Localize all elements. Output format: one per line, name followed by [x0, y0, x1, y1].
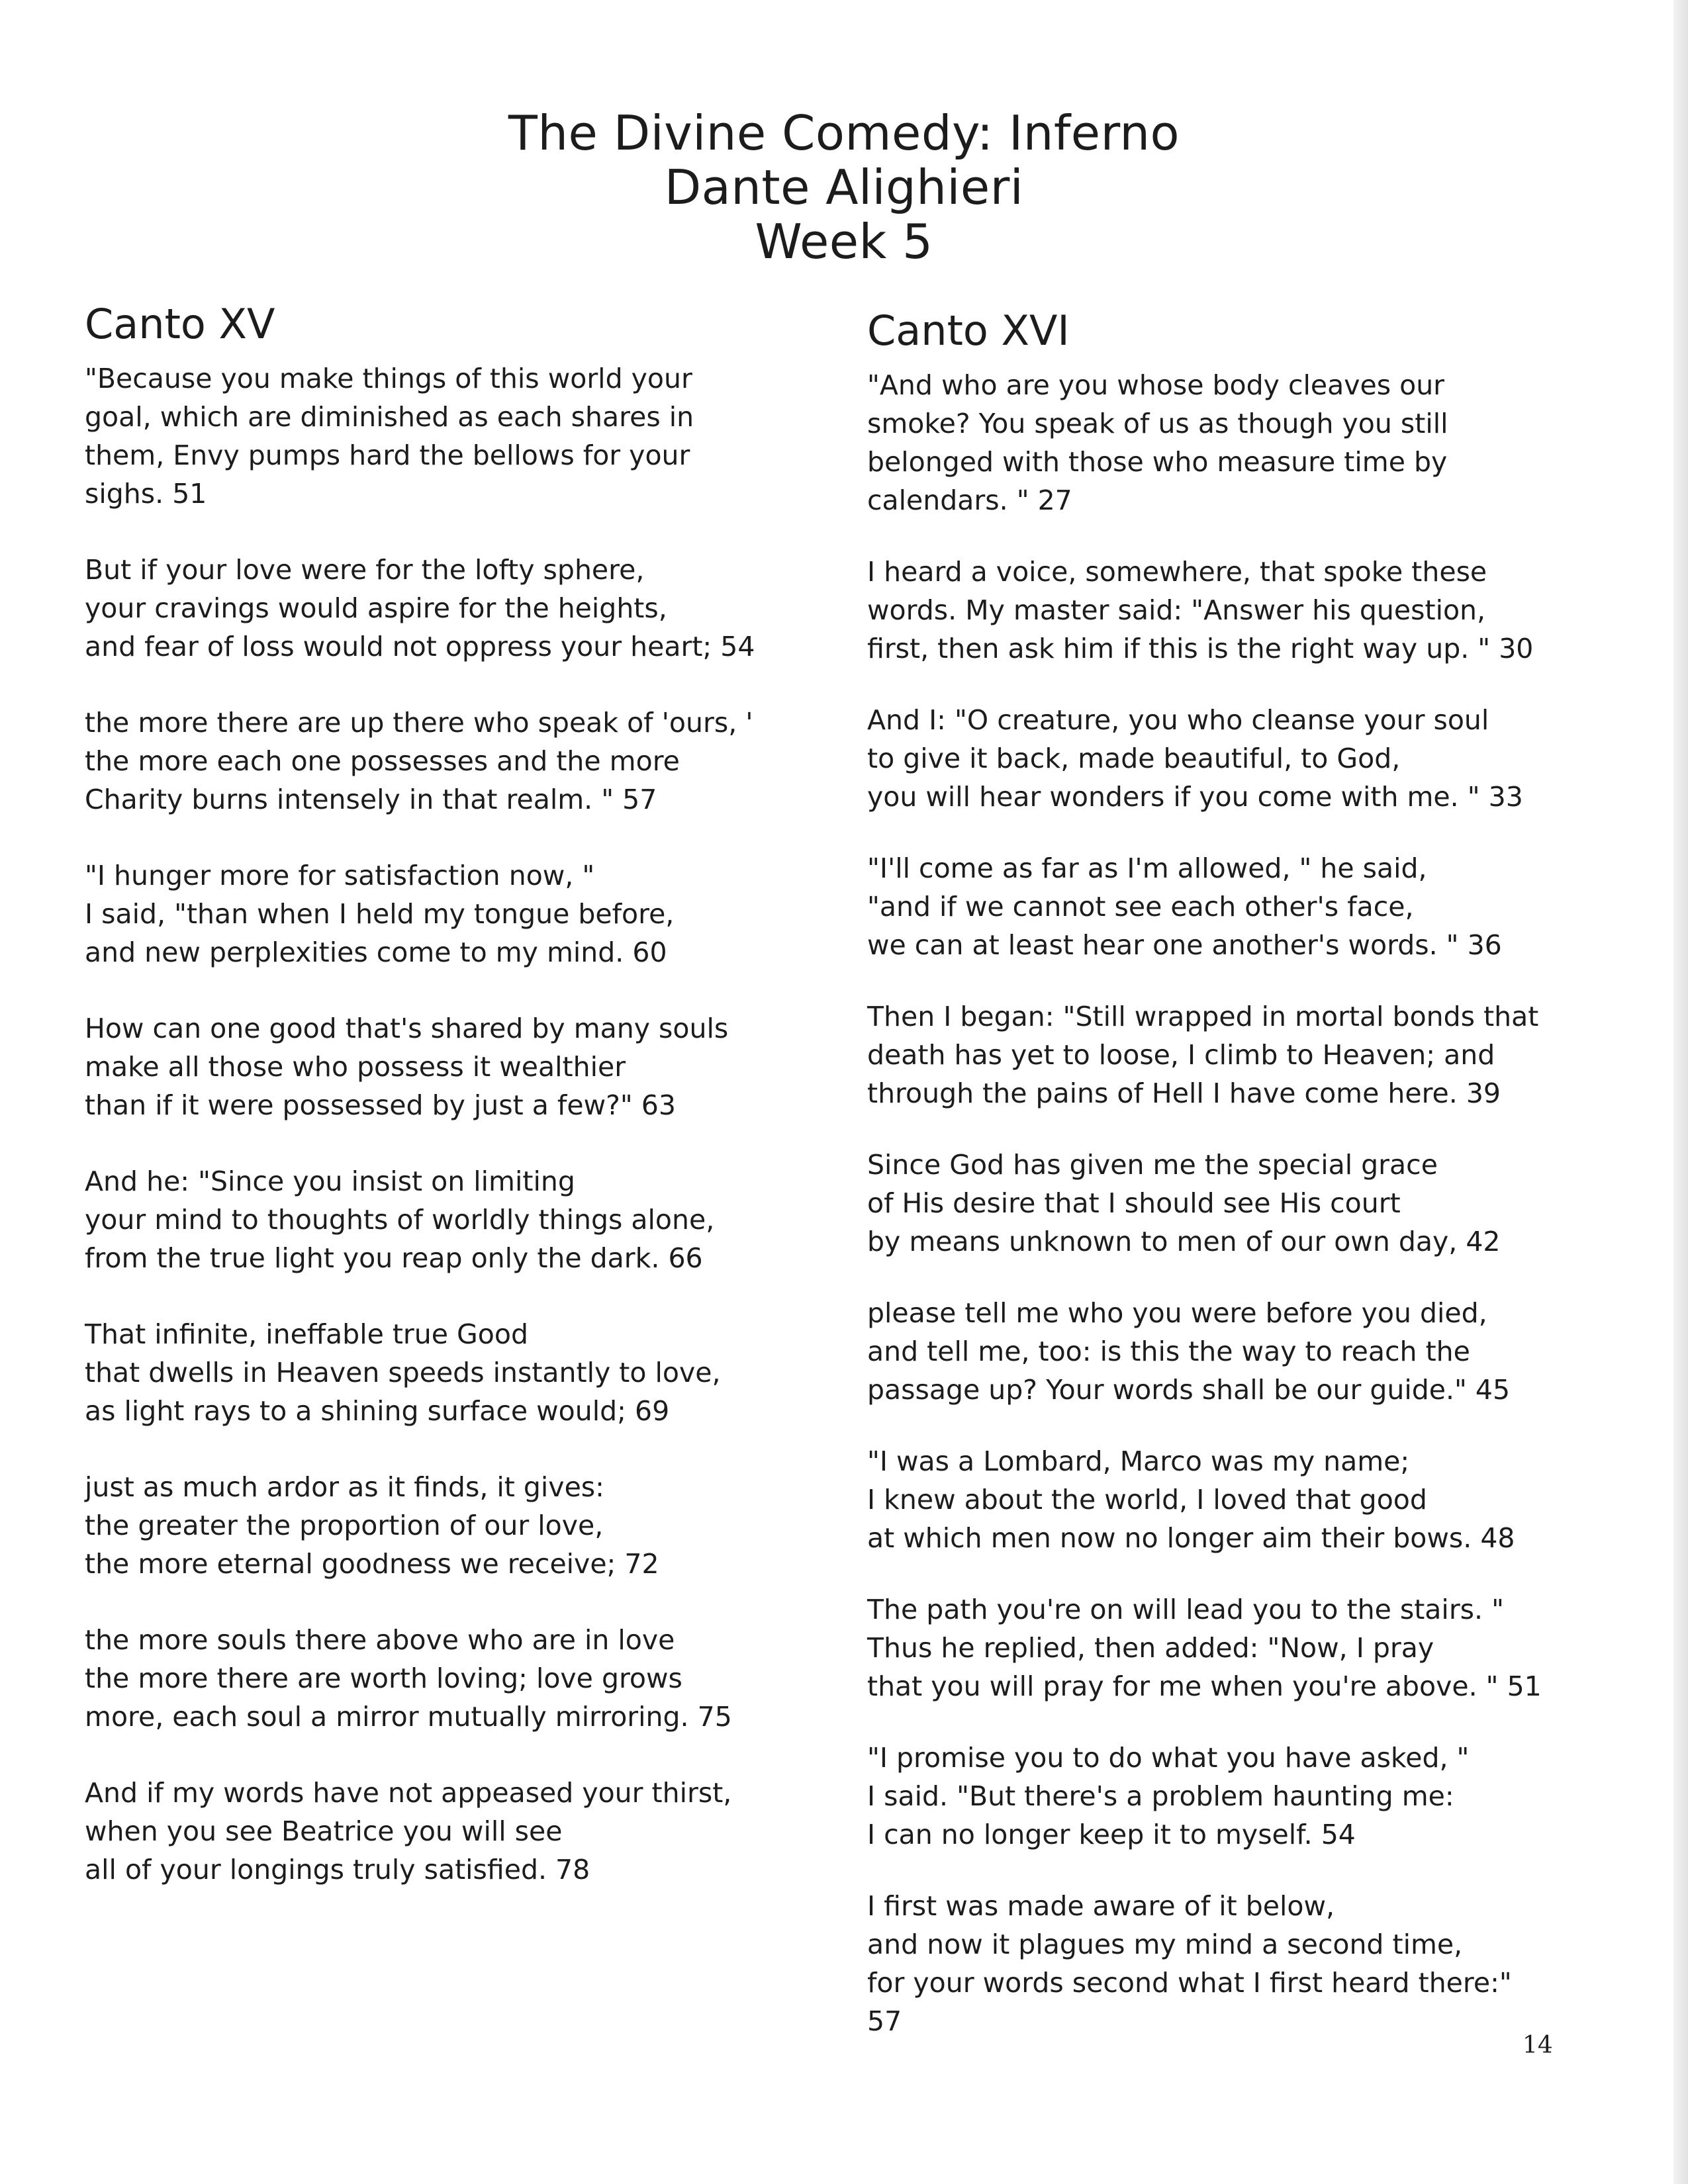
verse-line: The path you're on will lead you to the stairs. "	[867, 1594, 1504, 1625]
verse-line: all of your longings truly satisfied. 78	[85, 1854, 590, 1886]
author-name: Dante Alighieri	[664, 159, 1024, 215]
stanza	[867, 1739, 1628, 1854]
verse-line: I heard a voice, somewhere, that spoke these	[867, 556, 1487, 588]
verse-line: sighs. 51	[85, 478, 207, 510]
verse-line: first, then ask him if this is the right way up. " 30	[867, 633, 1534, 664]
stanza	[85, 359, 846, 513]
verse-line: make all those who possess it wealthier	[85, 1051, 626, 1083]
verse-line: just as much ardor as it finds, it gives:	[85, 1471, 604, 1503]
verse-line: I first was made aware of it below,	[867, 1890, 1335, 1922]
verse-line: that you will pray for me when you're above. " 51	[867, 1670, 1542, 1702]
stanza	[867, 1887, 1628, 2040]
stanza	[85, 1468, 846, 1583]
verse-line: And he: "Since you insist on limiting	[85, 1165, 575, 1197]
stanza	[85, 1621, 846, 1736]
verse-line: your mind to thoughts of worldly things alone,	[85, 1204, 715, 1236]
verse-line: I said. "But there's a problem haunting me:	[867, 1780, 1454, 1812]
verse-line: "and if we cannot see each other's face,	[867, 891, 1414, 923]
verse-line: I said, "than when I held my tongue before,	[85, 898, 675, 930]
verse-line: How can one good that's shared by many souls	[85, 1013, 729, 1044]
verse-line: And I: "O creature, you who cleanse your soul	[867, 704, 1489, 736]
stanza	[85, 1774, 846, 1889]
verse-line: I can no longer keep it to myself. 54	[867, 1819, 1356, 1850]
stanza	[85, 1162, 846, 1277]
verse-line: for your words second what I first heard there:"	[867, 1967, 1512, 1999]
verse-line: "And who are you whose body cleaves our	[867, 369, 1445, 401]
verse-line: smoke? You speak of us as though you still	[867, 408, 1448, 439]
verse-line: words. My master said: "Answer his question,	[867, 594, 1486, 626]
verse-line: Then I began: "Still wrapped in mortal bonds that	[867, 1001, 1539, 1032]
verse-line: and tell me, too: is this the way to reach the	[867, 1336, 1470, 1367]
verse-line: more, each soul a mirror mutually mirroring. 75	[85, 1701, 732, 1733]
verse-line: please tell me who you were before you died,	[867, 1297, 1487, 1329]
stanza	[85, 1009, 846, 1124]
stanza	[85, 1315, 846, 1430]
verse-line: "Because you make things of this world your	[85, 363, 692, 394]
verse-line: That infinite, ineffable true Good	[85, 1318, 528, 1350]
stanza	[85, 704, 846, 819]
verse-line: passage up? Your words shall be our guide." 45	[867, 1374, 1511, 1406]
canto-heading: Canto XV	[85, 300, 275, 348]
verse-line: "I hunger more for satisfaction now, "	[85, 860, 595, 891]
stanza	[867, 553, 1628, 668]
verse-line: Thus he replied, then added: "Now, I pray	[867, 1632, 1434, 1664]
stanza	[85, 551, 846, 666]
verse-line: through the pains of Hell I have come here. 39	[867, 1077, 1501, 1109]
stanza	[867, 997, 1628, 1113]
verse-line: your cravings would aspire for the heights,	[85, 592, 667, 624]
verse-line: the more souls there above who are in love	[85, 1624, 675, 1656]
verse-line: to give it back, made beautiful, to God,	[867, 743, 1401, 774]
stanza	[867, 1442, 1628, 1557]
canto-xvi-column	[867, 308, 1628, 2073]
stanza	[867, 366, 1628, 520]
verse-line: than if it were possessed by just a few?" 63	[85, 1089, 676, 1121]
verse-line: we can at least hear one another's words. " 36	[867, 929, 1502, 961]
verse-line: belonged with those who measure time by	[867, 446, 1448, 478]
verse-line: "I promise you to do what you have asked, "	[867, 1742, 1470, 1774]
canto-xv-column	[85, 301, 846, 1927]
stanza	[85, 856, 846, 972]
verse-line: at which men now no longer aim their bows. 48	[867, 1522, 1515, 1554]
verse-line: calendars. " 27	[867, 484, 1072, 516]
verse-line: from the true light you reap only the dark. 66	[85, 1242, 703, 1274]
page-title: The Divine Comedy: Inferno	[508, 105, 1180, 161]
stanza	[867, 1146, 1628, 1261]
stanza	[867, 701, 1628, 816]
verse-line: of His desire that I should see His court	[867, 1187, 1401, 1219]
verse-line: the greater the proportion of our love,	[85, 1510, 604, 1541]
verse-line: and now it plagues my mind a second time,	[867, 1929, 1463, 1960]
week-label: Week 5	[755, 214, 933, 269]
verse-line: goal, which are diminished as each shares in	[85, 401, 694, 433]
verse-line: the more eternal goodness we receive; 72	[85, 1548, 659, 1580]
verse-line: you will hear wonders if you come with me. " 33	[867, 781, 1523, 813]
verse-line: when you see Beatrice you will see	[85, 1815, 563, 1847]
verse-line: the more each one possesses and the more	[85, 745, 680, 777]
page-number: 14	[1523, 2032, 1553, 2059]
page-edge-shadow	[1673, 0, 1688, 2184]
verse-line: and fear of loss would not oppress your heart; 54	[85, 631, 755, 662]
stanza	[867, 849, 1628, 964]
verse-line: 57	[867, 2005, 902, 2037]
title-block	[0, 106, 1688, 269]
verse-line: as light rays to a shining surface would; 69	[85, 1395, 670, 1427]
verse-line: death has yet to loose, I climb to Heaven; and	[867, 1039, 1495, 1071]
verse-line: the more there are worth loving; love grows	[85, 1662, 682, 1694]
verse-line: "I was a Lombard, Marco was my name;	[867, 1445, 1410, 1477]
stanza	[867, 1590, 1628, 1706]
verse-line: them, Envy pumps hard the bellows for your	[85, 439, 690, 471]
verse-line: Charity burns intensely in that realm. " 57	[85, 784, 657, 815]
verse-line: And if my words have not appeased your thirst,	[85, 1777, 732, 1809]
verse-line: that dwells in Heaven speeds instantly to love,	[85, 1357, 721, 1388]
verse-line: But if your love were for the lofty sphere,	[85, 554, 645, 586]
verse-line: I knew about the world, I loved that good	[867, 1484, 1427, 1516]
stanza	[867, 1294, 1628, 1409]
verse-line: Since God has given me the special grace	[867, 1149, 1438, 1181]
verse-line: and new perplexities come to my mind. 60	[85, 936, 667, 968]
canto-heading: Canto XVI	[867, 306, 1070, 355]
verse-line: by means unknown to men of our own day, 42	[867, 1226, 1501, 1257]
verse-line: "I'll come as far as I'm allowed, " he said,	[867, 852, 1427, 884]
verse-line: the more there are up there who speak of 'ours, '	[85, 707, 753, 739]
